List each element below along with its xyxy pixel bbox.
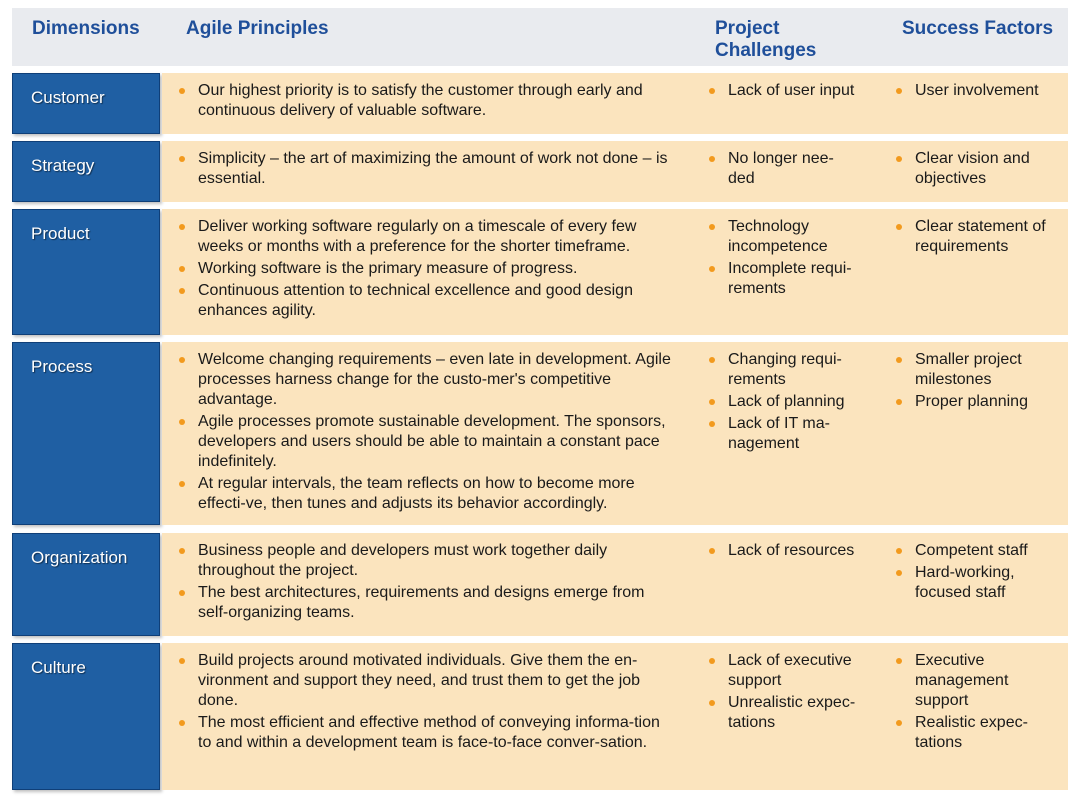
list-item-text: Our highest priority is to satisfy the customer through early and continuous delivery of valuable software. bbox=[198, 82, 643, 119]
bullet-icon bbox=[896, 399, 902, 405]
list-item-text: Realistic expec-tations bbox=[915, 714, 1028, 751]
list-item bbox=[707, 541, 857, 561]
list-item bbox=[894, 651, 1064, 711]
list-item bbox=[177, 217, 677, 257]
list-item bbox=[177, 81, 677, 121]
success-factors-list bbox=[894, 217, 1064, 259]
table-row bbox=[12, 141, 1068, 202]
table-row bbox=[12, 533, 1068, 636]
header-success-factors: Success Factors bbox=[902, 18, 1054, 39]
bullet-icon bbox=[179, 419, 185, 425]
header-agile-principles: Agile Principles bbox=[186, 18, 329, 39]
list-item bbox=[707, 693, 857, 733]
bullet-icon bbox=[179, 548, 185, 554]
bullet-icon bbox=[896, 548, 902, 554]
row-content bbox=[162, 73, 1068, 134]
list-item bbox=[707, 217, 857, 257]
table-row bbox=[12, 73, 1068, 134]
success-factors-list bbox=[894, 541, 1064, 605]
list-item bbox=[177, 259, 677, 279]
list-item-text: Clear vision and objectives bbox=[915, 150, 1030, 187]
list-item bbox=[707, 149, 857, 189]
bullet-icon bbox=[896, 570, 902, 576]
list-item-text: Hard-working, focused staff bbox=[915, 564, 1015, 601]
list-item bbox=[177, 651, 677, 711]
list-item-text: Deliver working software regularly on a timescale of every few weeks or months with a preference for the shorter timeframe. bbox=[198, 218, 637, 255]
row-content bbox=[162, 533, 1068, 636]
dimension-cell bbox=[12, 73, 160, 134]
list-item bbox=[177, 412, 677, 472]
list-item-text: Working software is the primary measure of progress. bbox=[198, 260, 578, 277]
list-item-text: Competent staff bbox=[915, 542, 1028, 559]
bullet-icon bbox=[896, 156, 902, 162]
list-item bbox=[707, 350, 857, 390]
list-item bbox=[894, 350, 1064, 390]
success-factors-list bbox=[894, 81, 1064, 103]
bullet-icon bbox=[709, 548, 715, 554]
bullet-icon bbox=[709, 357, 715, 363]
project-challenges-list bbox=[707, 651, 857, 735]
list-item bbox=[894, 81, 1064, 101]
bullet-icon bbox=[709, 266, 715, 272]
list-item-text: Unrealistic expec-tations bbox=[728, 694, 856, 731]
dimension-label: Customer bbox=[31, 88, 105, 107]
list-item-text: At regular intervals, the team reflects on how to become more effecti-ve, then tunes and adjusts its behavior accordingly. bbox=[198, 475, 635, 512]
list-item-text: Changing requi-rements bbox=[728, 351, 842, 388]
list-item bbox=[707, 651, 857, 691]
bullet-icon bbox=[896, 88, 902, 94]
dimension-cell bbox=[12, 643, 160, 790]
list-item-text: Executive management support bbox=[915, 652, 1009, 709]
list-item-text: Lack of user input bbox=[728, 82, 855, 99]
list-item bbox=[894, 217, 1064, 257]
dimension-label: Culture bbox=[31, 658, 86, 677]
dimension-label: Process bbox=[31, 357, 93, 376]
bullet-icon bbox=[896, 658, 902, 664]
list-item-text: Business people and developers must work together daily throughout the project. bbox=[198, 542, 608, 579]
bullet-icon bbox=[179, 590, 185, 596]
list-item-text: Lack of executive support bbox=[728, 652, 852, 689]
list-item bbox=[894, 149, 1064, 189]
list-item bbox=[177, 350, 677, 410]
list-item-text: Lack of planning bbox=[728, 393, 845, 410]
bullet-icon bbox=[179, 658, 185, 664]
bullet-icon bbox=[709, 156, 715, 162]
list-item bbox=[894, 563, 1064, 603]
bullet-icon bbox=[709, 421, 715, 427]
list-item bbox=[177, 583, 677, 623]
bullet-icon bbox=[179, 288, 185, 294]
bullet-icon bbox=[896, 720, 902, 726]
bullet-icon bbox=[179, 357, 185, 363]
list-item-text: No longer nee-ded bbox=[728, 150, 834, 187]
agile-principles-list bbox=[177, 541, 677, 625]
bullet-icon bbox=[179, 266, 185, 272]
agile-principles-list bbox=[177, 350, 677, 516]
row-content bbox=[162, 643, 1068, 790]
list-item-text: Simplicity – the art of maximizing the amount of work not done – is essential. bbox=[198, 150, 668, 187]
dimension-label: Strategy bbox=[31, 156, 95, 175]
table-row bbox=[12, 209, 1068, 335]
agile-principles-list bbox=[177, 217, 677, 323]
bullet-icon bbox=[709, 399, 715, 405]
list-item bbox=[707, 81, 857, 101]
table-row bbox=[12, 643, 1068, 790]
bullet-icon bbox=[896, 357, 902, 363]
list-item bbox=[177, 474, 677, 514]
list-item-text: Lack of resources bbox=[728, 542, 855, 559]
success-factors-list bbox=[894, 149, 1064, 191]
list-item bbox=[894, 392, 1064, 412]
bullet-icon bbox=[709, 700, 715, 706]
row-content bbox=[162, 209, 1068, 335]
project-challenges-list bbox=[707, 350, 857, 456]
list-item-text: Incomplete requi-rements bbox=[728, 260, 852, 297]
success-factors-list bbox=[894, 651, 1064, 755]
list-item bbox=[707, 259, 857, 299]
list-item-text: Build projects around motivated individuals. Give them the en-vironment and support they need, and trust them to get the job done. bbox=[198, 652, 641, 709]
bullet-icon bbox=[179, 88, 185, 94]
dimension-label: Organization bbox=[31, 548, 128, 567]
list-item-text: Smaller project milestones bbox=[915, 351, 1022, 388]
bullet-icon bbox=[179, 481, 185, 487]
list-item bbox=[177, 281, 677, 321]
list-item-text: Agile processes promote sustainable development. The sponsors, developers and users should be able to maintain a constant pace indefinitely. bbox=[198, 413, 666, 470]
list-item-text: Continuous attention to technical excellence and good design enhances agility. bbox=[198, 282, 633, 319]
dimension-cell bbox=[12, 209, 160, 335]
dimension-cell bbox=[12, 533, 160, 636]
header-project-challenges: Project Challenges bbox=[715, 18, 817, 61]
list-item-text: Welcome changing requirements – even late in development. Agile processes harness change for the custo-mer's competitive advantage. bbox=[198, 351, 671, 408]
list-item-text: Clear statement of requirements bbox=[915, 218, 1046, 255]
bullet-icon bbox=[179, 720, 185, 726]
table-header bbox=[12, 8, 1068, 66]
list-item bbox=[707, 392, 857, 412]
project-challenges-list bbox=[707, 81, 857, 103]
list-item-text: The best architectures, requirements and designs emerge from self-organizing teams. bbox=[198, 584, 645, 621]
list-item bbox=[707, 414, 857, 454]
list-item-text: Technology incompetence bbox=[728, 218, 828, 255]
agile-principles-list bbox=[177, 81, 677, 123]
table-row bbox=[12, 342, 1068, 525]
bullet-icon bbox=[709, 88, 715, 94]
list-item-text: Lack of IT ma-nagement bbox=[728, 415, 830, 452]
dimension-cell bbox=[12, 141, 160, 202]
bullet-icon bbox=[896, 224, 902, 230]
list-item-text: Proper planning bbox=[915, 393, 1028, 410]
dimension-label: Product bbox=[31, 224, 90, 243]
bullet-icon bbox=[179, 224, 185, 230]
list-item bbox=[177, 713, 677, 753]
bullet-icon bbox=[179, 156, 185, 162]
list-item bbox=[894, 541, 1064, 561]
list-item bbox=[177, 541, 677, 581]
header-dimensions: Dimensions bbox=[32, 18, 140, 39]
dimension-cell bbox=[12, 342, 160, 525]
agile-principles-list bbox=[177, 651, 677, 755]
project-challenges-list bbox=[707, 149, 857, 191]
list-item bbox=[894, 713, 1064, 753]
success-factors-list bbox=[894, 350, 1064, 414]
list-item-text: The most efficient and effective method of conveying informa-tion to and within a development team is face-to-face conver-sation. bbox=[198, 714, 660, 751]
row-content bbox=[162, 342, 1068, 525]
project-challenges-list bbox=[707, 541, 857, 563]
project-challenges-list bbox=[707, 217, 857, 301]
bullet-icon bbox=[709, 658, 715, 664]
list-item-text: User involvement bbox=[915, 82, 1039, 99]
agile-principles-list bbox=[177, 149, 677, 191]
bullet-icon bbox=[709, 224, 715, 230]
list-item bbox=[177, 149, 677, 189]
row-content bbox=[162, 141, 1068, 202]
